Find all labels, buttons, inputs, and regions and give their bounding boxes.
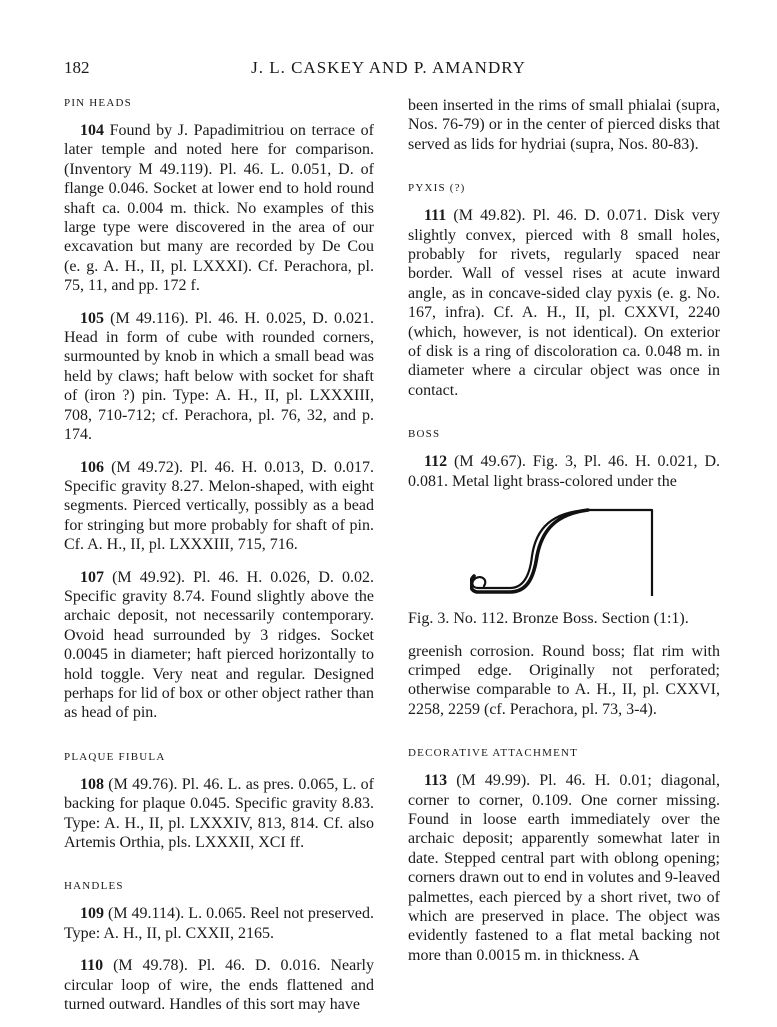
figure-3-boss-section [408, 504, 720, 599]
catalog-number: 113 [424, 772, 448, 790]
entry-text: (M 49.116). Pl. 46. H. 0.025, D. 0.021. Head in form of cube with rounded corners, surmounted by knob in which a small bead was held by claws; haft below with socket for shaft of (iron ?) pin. Type: A. H., II, pl. LXXXIII, 708, 710-712; cf. Perachora, pl. 76, 32, and p. 174. [64, 309, 374, 444]
entry-104 [64, 121, 374, 296]
entry-108 [64, 775, 374, 853]
entry-text: (M 49.99). Pl. 46. H. 0.01; diagonal, corner to corner, 0.109. One corner missing. Found in loose earth immediately over the archaic deposit; apparently somewhat later in date. Stepped central part with oblong opening; corners drawn out to end in volutes and 9-leaved palmettes, each pierced by a short rivet, two of which are preserved in place. The object was evidently fastened to a flat metal backing not more than 0.0015 m. in thickness. A [408, 772, 720, 964]
catalog-number: 107 [80, 568, 104, 586]
section-heading-pin-heads: PIN HEADS [64, 97, 132, 109]
catalog-number: 110 [80, 957, 104, 975]
left-column [64, 96, 374, 1027]
section-heading-plaque-fibula: PLAQUE FIBULA [64, 750, 166, 763]
entry-text: (M 49.82). Pl. 46. D. 0.071. Disk very slightly convex, pierced with 8 small holes, probably for rivets, regularly spaced near border. Wall of vessel rises at acute inward angle, as in concave-sided clay pyxis (e. g. No. 167, infra). Cf. A. H., II, pl. CXXVI, 2240 (which, however, is not identical). On exterior of disk is a ring of discoloration ca. 0.048 m. in diameter where a circular object was once in contact. [408, 207, 721, 399]
entry-text: (M 49.76). Pl. 46. L. as pres. 0.065, L. of backing for plaque 0.045. Specific gravity 8.83. Type: A. H., II, pl. LXXXIV, 813, 814. Cf. also Artemis Orthia, pls. LXXXII, XCI ff. [64, 775, 374, 851]
catalog-number: 111 [424, 207, 447, 225]
entry-112 [408, 452, 720, 491]
section-heading-decorative-attachment: DECORATIVE ATTACHMENT [408, 747, 579, 760]
entry-text: (M 49.78). Pl. 46. D. 0.016. Nearly circular loop of wire, the ends flattened and turned outward. Handles of this sort may have [64, 957, 374, 1014]
section-heading-pyxis: PYXIS (?) [408, 182, 466, 195]
boss-section-drawing [470, 504, 655, 596]
catalog-number: 109 [80, 905, 104, 923]
entry-text: (M 49.67). Fig. 3, Pl. 46. H. 0.021, D. 0.081. Metal light brass-colored under the [408, 453, 721, 490]
catalog-number: 106 [80, 458, 104, 476]
catalog-number: 105 [80, 309, 104, 327]
entry-text: (M 49.114). L. 0.065. Reel not preserved. Type: A. H., II, pl. CXXII, 2165. [64, 905, 375, 942]
entry-113 [408, 771, 720, 965]
entry-text: (M 49.72). Pl. 46. H. 0.013, D. 0.017. Specific gravity 8.27. Melon-shaped, with eight segments. Pierced vertically, possibly as a bead for stringing but more probably for shaft of pin. Cf. A. H., II, pl. LXXXIII, 715, 716. [64, 458, 375, 554]
right-column [408, 96, 720, 978]
entry-109 [64, 904, 374, 943]
section-heading-handles: HANDLES [64, 880, 124, 893]
figure-caption: Fig. 3. No. 112. Bronze Boss. Section (1:1). [408, 610, 689, 628]
entry-106 [64, 458, 374, 555]
catalog-number: 108 [80, 775, 104, 793]
entry-107 [64, 568, 374, 723]
entry-105 [64, 309, 374, 445]
entry-111 [408, 206, 720, 400]
page-header [64, 58, 713, 84]
section-heading-boss: BOSS [408, 428, 441, 441]
entry-110 [64, 956, 374, 1014]
entry-text: Found by J. Papadimitriou on terrace of later temple and noted here for comparison. (Inventory M 49.119). Pl. 46. L. 0.051, D. of flange 0.046. Socket at lower end to hold round shaft ca. 0.004 m. thick. No examples of this large type were discovered in the area of our excavation but many are recorded by De Cou (e. g. A. H., II, pl. LXXXI). Cf. Perachora, pl. 75, 11, and pp. 172 f. [64, 122, 374, 295]
catalog-number: 112 [424, 453, 448, 471]
entry-112-continued: greenish corrosion. Round boss; flat rim with crimped edge. Originally not perforated; otherwise comparable to A. H., II, pl. CXXVI, 2258, 2259 (cf. Perachora, pl. 73, 3-4). [408, 642, 720, 718]
continued-text: been inserted in the rims of small phialai (supra, Nos. 76-79) or in the center of pierced disks that served as lids for hydriai (supra, Nos. 80-83). [408, 97, 720, 153]
page-number: 182 [64, 58, 90, 77]
catalog-number: 104 [80, 122, 104, 139]
running-head: J. L. CASKEY AND P. AMANDRY [251, 58, 526, 77]
entry-text: (M 49.92). Pl. 46. H. 0.026, D. 0.02. Specific gravity 8.74. Found slightly above the archaic deposit, not necessarily contemporary. Ovoid head surrounded by 3 ridges. Socket 0.0045 in diameter; haft pierced horizontally to hold toggle. Very neat and regular. Designed perhaps for lid of box or other object rather than as head of pin. [64, 568, 375, 722]
